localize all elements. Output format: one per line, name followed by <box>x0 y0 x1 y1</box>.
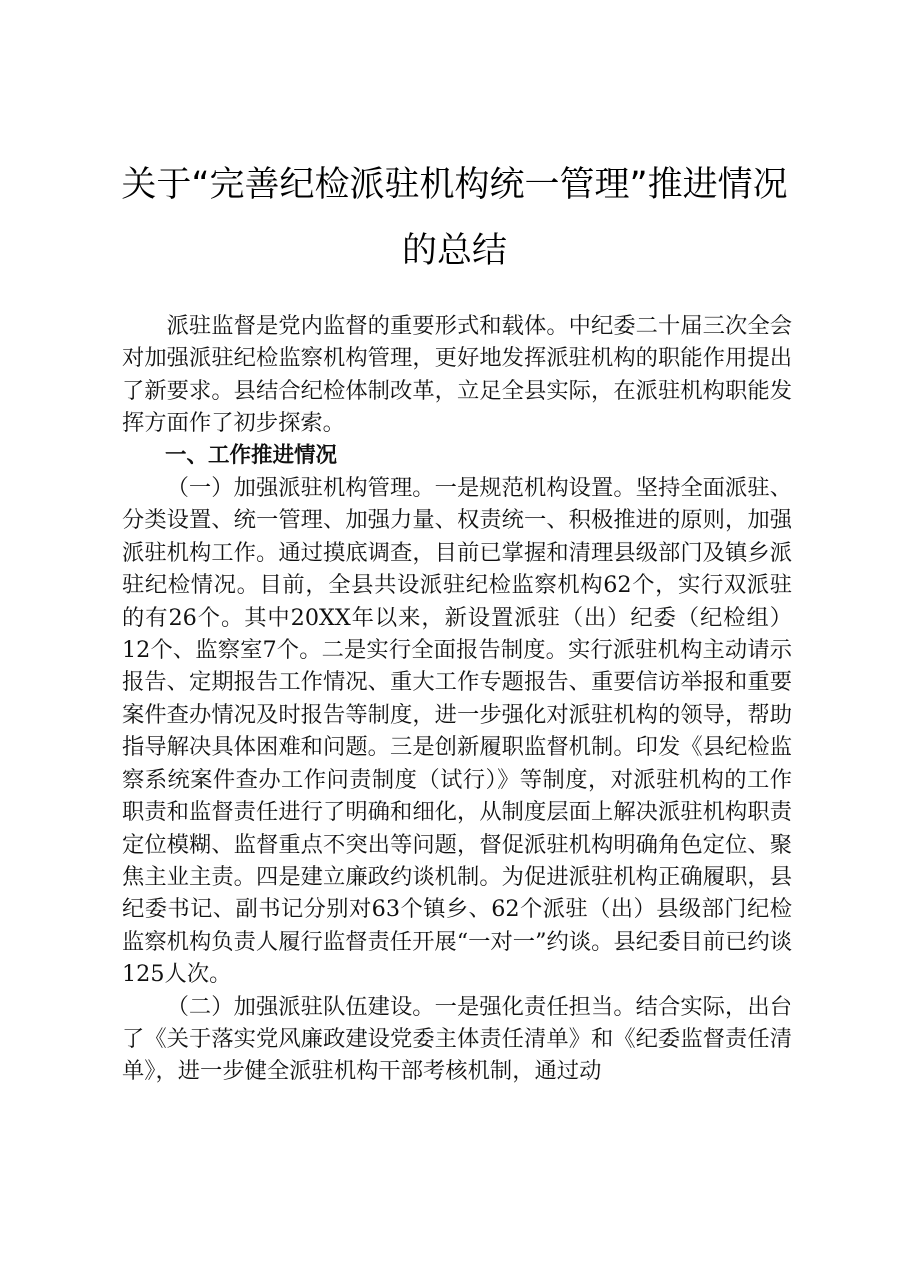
paragraph-management: （一）加强派驻机构管理。一是规范机构设置。坚持全面派驻、分类设置、统一管理、加强力量、权责统一、积极推进的原则，加强派驻机构工作。通过摸底调查，目前已掌握和清理县级部门及镇乡派驻纪检情况。目前，全县共设派驻纪检监察机构62个，实行双派驻的有26个。其中20XX年以来，新设置派驻（出）纪委（纪检组）12个、监察室7个。二是实行全面报告制度。实行派驻机构主动请示报告、定期报告工作情况、重大工作专题报告、重要信访举报和重要案件查办情况及时报告等制度，进一步强化对派驻机构的领导，帮助指导解决具体困难和问题。三是创新履职监督机制。印发《县纪检监察系统案件查办工作问责制度（试行）》等制度，对派驻机构的工作职责和监督责任进行了明确和细化，从制度层面上解决派驻机构职责定位模糊、监督重点不突出等问题，督促派驻机构明确角色定位、聚焦主业主责。四是建立廉政约谈机制。为促进派驻机构正确履职，县纪委书记、副书记分别对63个镇乡、62个派驻（出）县级部门纪检监察机构负责人履行监督责任开展“一对一”约谈。县纪委目前已约谈125人次。 <box>122 475 792 988</box>
paragraph-team-building: （二）加强派驻队伍建设。一是强化责任担当。结合实际，出台了《关于落实党风廉政建设党委主体责任清单》和《纪委监督责任清单》，进一步健全派驻机构干部考核机制，通过动 <box>122 993 792 1085</box>
document-title-line-2: 的总结 <box>401 231 507 271</box>
document-title-line-1: 关于“完善纪检派驻机构统一管理”推进情况 <box>121 165 788 205</box>
section-heading: 一、工作推进情况 <box>165 442 338 468</box>
intro-paragraph: 派驻监督是党内监督的重要形式和载体。中纪委二十届三次全会对加强派驻纪检监察机构管理，更好地发挥派驻机构的职能作用提出了新要求。县结合纪检体制改革，立足全县实际，在派驻机构职能发挥方面作了初步探索。 <box>122 313 792 437</box>
document-body <box>122 310 792 1088</box>
